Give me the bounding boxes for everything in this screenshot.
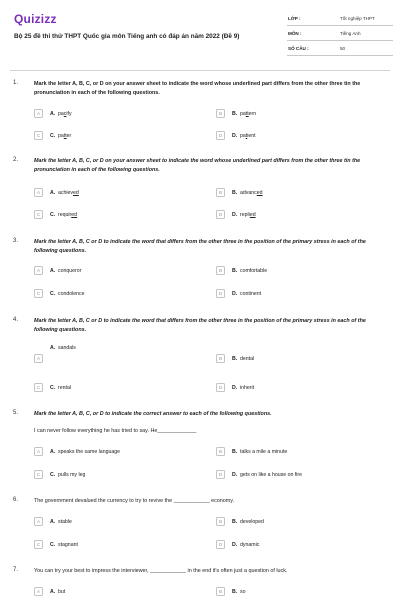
question-number: 5. [13,410,19,416]
option-box: B [216,354,225,363]
meta-label: LỚP : [288,16,301,21]
option-letter: C. [50,541,56,548]
option-b[interactable] [216,266,366,278]
option-text: stable [58,518,72,525]
option-b[interactable] [216,517,366,529]
option-text: speaks the same language [58,448,121,455]
option-box: A [34,188,43,197]
option-box: C [34,383,43,392]
option-box: D [216,383,225,392]
meta-row-grade [287,11,393,26]
option-letter: A. [50,345,56,351]
option-text: pulls my leg [58,471,86,478]
option-d[interactable] [216,210,366,222]
option-text: so [240,588,246,595]
question-text: You can try your best to impress the interviewer, ____________ in the end it's often just a question of luck. [34,568,288,574]
option-d[interactable] [216,383,366,395]
option-letter: B. [232,189,238,196]
option-d[interactable] [216,540,366,552]
option-a[interactable] [34,266,184,278]
option-a[interactable] [34,188,184,200]
option-box: A [34,266,43,275]
option-b[interactable] [216,354,366,366]
option-c[interactable] [34,383,184,395]
option-text: sandals [58,345,76,351]
option-box: D [216,540,225,549]
option-letter: B. [232,355,238,362]
option-text: stagnant [58,541,78,548]
option-letter: B. [232,110,238,117]
option-letter: B. [232,518,238,525]
option-box: B [216,266,225,275]
option-a[interactable] [34,109,184,121]
question-number: 2. [13,157,19,163]
option-text: patient [240,132,256,139]
option-letter: A. [50,110,56,117]
option-letter: B. [232,588,238,595]
quizizz-logo: Quizizz [14,12,57,26]
option-b[interactable] [216,109,366,121]
option-letter: A. [50,518,56,525]
option-c[interactable] [34,540,184,552]
option-box: D [216,210,225,219]
option-text: comfortable [240,267,268,274]
option-box: B [216,587,225,596]
option-box: C [34,131,43,140]
question-number: 1. [13,80,19,86]
option-box: C [34,210,43,219]
option-text: replied [240,211,256,218]
header-divider [10,70,390,71]
option-b[interactable] [216,447,366,459]
option-letter: D. [232,541,238,548]
option-letter: B. [232,448,238,455]
meta-label: SỐ CÂU : [288,46,309,51]
option-a[interactable] [34,345,184,367]
option-c[interactable] [34,289,184,301]
option-c[interactable] [34,210,184,222]
meta-row-subject [287,26,393,41]
option-text: patter [58,132,72,139]
option-text: required [58,211,78,218]
option-letter: D. [232,471,238,478]
option-box: A [34,517,43,526]
option-box: A [34,587,43,596]
option-letter: C. [50,290,56,297]
option-text: condolence [58,290,85,297]
question-text: Mark the letter A, B, C or D to indicate the word that differs from the other three in the position of the primary stress in each of the following questions. [34,239,366,254]
question-number: 6. [13,497,19,503]
option-box: D [216,289,225,298]
option-letter: D. [232,384,238,391]
option-d[interactable] [216,131,366,143]
option-d[interactable] [216,470,366,482]
meta-value: 50 [340,46,346,51]
document-title: Bộ 25 đề thi thử THPT Quốc gia môn Tiếng anh có đáp án năm 2022 (Đề 9) [14,33,240,40]
option-text: talks a mile a minute [240,448,288,455]
option-text: gets on like a house on fire [240,471,303,478]
question-text: Mark the letter A, B, C, or D to indicate the correct answer to each of the following questions. [34,411,272,417]
worksheet-header [0,0,400,68]
question-number: 4. [13,317,19,323]
option-letter: D. [232,211,238,218]
option-text: inherit [240,384,255,391]
option-box: D [216,131,225,140]
option-letter: D. [232,290,238,297]
option-box: A [34,447,43,456]
option-b[interactable] [216,188,366,200]
option-box: B [216,109,225,118]
option-text: conqueror [58,267,82,274]
option-letter: C. [50,132,56,139]
option-box: C [34,470,43,479]
option-letter: A. [50,448,56,455]
meta-value: Tốt nghiệp THPT [340,16,375,21]
option-box: A [34,109,43,118]
meta-value: Tiếng Anh [340,31,361,36]
option-letter: C. [50,384,56,391]
option-box: B [216,517,225,526]
option-d[interactable] [216,289,366,301]
meta-table [287,11,393,56]
option-text: dynamic [240,541,260,548]
option-text: pacify [58,110,72,117]
option-letter: A. [50,588,56,595]
option-box: A [34,354,43,363]
option-text: but [58,588,66,595]
option-c[interactable] [34,470,184,482]
option-letter: C. [50,471,56,478]
option-text: rental [58,384,71,391]
option-box: B [216,447,225,456]
option-c[interactable] [34,131,184,143]
question-number: 3. [13,238,19,244]
option-text: dental [240,355,255,362]
option-text: developed [240,518,264,525]
option-box: C [34,540,43,549]
option-letter: D. [232,132,238,139]
meta-row-count [287,41,393,56]
option-box: D [216,470,225,479]
option-letter: B. [232,267,238,274]
option-text: pattern [240,110,257,117]
option-letter: A. [50,267,56,274]
option-box: B [216,188,225,197]
option-text: achieved [58,189,79,196]
option-box: C [34,289,43,298]
option-a[interactable] [34,587,184,599]
question-text: Mark the letter A, B, C, or D on your answer sheet to indicate the word whose underlined part differs from the other three tin the pronunciation in each of the following questions. [34,158,361,173]
question-stem: I can never follow everything he has tried to say. He_____________ [34,428,197,434]
option-text: advanced [240,189,263,196]
option-letter: C. [50,211,56,218]
meta-label: MÔN : [288,31,302,36]
option-text: continent [240,290,262,297]
question-text: The government devalued the currency to try to revive the ____________ economy. [34,498,235,504]
option-b[interactable] [216,587,366,599]
option-a[interactable] [34,447,184,459]
option-a[interactable] [34,517,184,529]
question-number: 7. [13,567,19,573]
question-text: Mark the letter A, B, C, or D on your answer sheet to indicate the word whose underlined part differs from the other three tin the pronunciation in each of the following questions. [34,81,361,96]
question-text: Mark the letter A, B, C or D to indicate the word that differs from the other three in the position of the primary stress in each of the following questions. [34,318,366,333]
option-letter: A. [50,189,56,196]
